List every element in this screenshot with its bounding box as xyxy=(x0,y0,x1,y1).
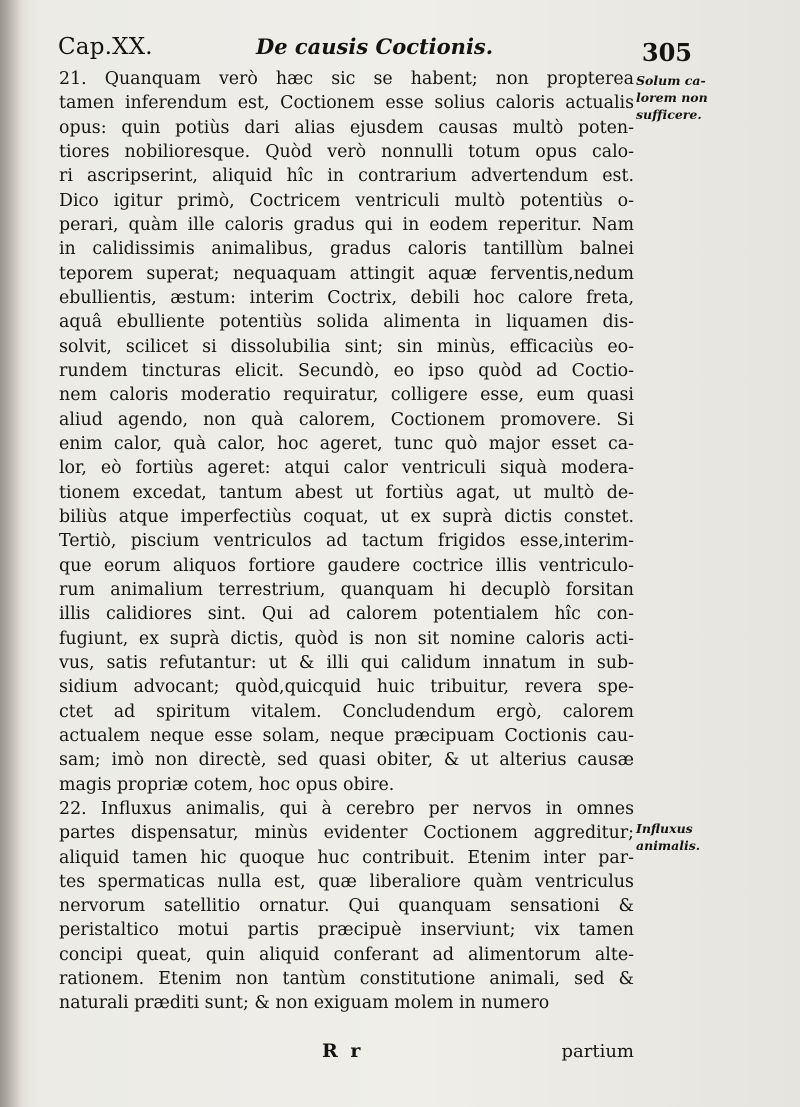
text-line: aliquid tamen hic quoque huc contribuit. Etenim inter par- xyxy=(59,847,634,868)
text-line: rum animalium terrestrium, quanquam hi decuplò forsitan xyxy=(59,579,634,600)
text-line: lor, eò fortiùs ageret: atqui calor ventriculi siquà modera- xyxy=(59,458,634,479)
text-line: ri ascripserint, aliquid hîc in contrarium advertendum est. xyxy=(59,166,634,187)
margin-note-line: animalis. xyxy=(636,838,701,853)
text-line: 21. Quanquam verò hæc sic se habent; non propterea xyxy=(59,69,634,89)
text-line: rationem. Etenim non tantùm constitutione animali, sed & xyxy=(59,969,634,990)
running-header xyxy=(58,30,692,66)
body-text-block xyxy=(59,67,634,1016)
text-line: ebullientis, æstum: interim Coctrix, debili hoc calore freta, xyxy=(59,287,634,308)
text-line: enim calor, quà calor, hoc ageret, tunc quò major esset ca- xyxy=(59,433,634,454)
text-line: tes spermaticas nulla est, quæ liberaliore quàm ventriculus xyxy=(59,871,634,892)
text-line: partes dispensatur, minùs evidenter Coctionem aggreditur; xyxy=(59,823,634,844)
text-line: in calidissimis animalibus, gradus caloris tantillùm balnei xyxy=(59,239,634,260)
margin-note-line: Influxus xyxy=(636,821,693,836)
text-line: peristaltico motui partis præcipuè inserviunt; vix tamen xyxy=(59,920,634,941)
text-line: rundem tincturas elicit. Secundò, eo ipso quòd ad Coctio- xyxy=(59,360,634,381)
running-title: De causis Coctionis. xyxy=(256,34,494,59)
text-line: sam; imò non directè, sed quasi obiter, & ut alterius causæ xyxy=(59,750,634,771)
margin-note-influxus xyxy=(636,820,716,854)
text-line: aliud agendo, non quà calorem, Coctionem promovere. Si xyxy=(59,409,634,430)
text-line: tionem excedat, tantum abest ut fortiùs agat, ut multò de- xyxy=(59,482,634,503)
text-line: opus: quin potiùs dari alias ejusdem causas multò poten- xyxy=(59,117,634,138)
text-line: Dico igitur primò, Coctricem ventriculi multò potentiùs o- xyxy=(59,190,634,211)
signature-mark: R r xyxy=(322,1040,364,1062)
text-line: tamen inferendum est, Coctionem esse solius caloris actualis xyxy=(59,93,634,114)
chapter-label: Cap.XX. xyxy=(58,34,153,60)
margin-note-solum-calorem xyxy=(636,72,716,123)
text-line: fugiunt, ex suprà dictis, quòd is non sit nomine caloris acti- xyxy=(59,628,634,649)
page-number: 305 xyxy=(641,38,692,67)
margin-note-line: Solum ca- xyxy=(636,73,706,88)
text-line: nem caloris moderatio requiratur, colligere esse, eum quasi xyxy=(59,385,634,406)
text-line: nervorum satellitio ornatur. Qui quanquam sensationi & xyxy=(59,896,634,917)
text-line: illis calidiores sint. Qui ad calorem potentialem hîc con- xyxy=(59,604,634,625)
text-line: sidium advocant; quòd,quicquid huic tribuitur, revera spe- xyxy=(59,677,634,698)
text-line: que eorum aliquos fortiore gaudere coctrice illis ventriculo- xyxy=(59,555,634,576)
text-line: vus, satis refutantur: ut & illi qui calidum innatum in sub- xyxy=(59,652,634,673)
text-line: solvit, scilicet si dissolubilia sint; sin minùs, efficaciùs eo- xyxy=(59,336,634,357)
text-line: actualem neque esse solam, neque præcipuam Coctionis cau- xyxy=(59,725,634,746)
text-line: tiores nobilioresque. Quòd verò nonnulli totum opus calo- xyxy=(59,141,634,162)
margin-note-line: lorem non xyxy=(636,90,708,105)
text-line: Tertiò, piscium ventriculos ad tactum frigidos esse,interim- xyxy=(59,531,634,552)
catchword: partium xyxy=(561,1041,634,1062)
margin-note-line: sufficere. xyxy=(636,107,702,122)
text-line: magis propriæ cotem, hoc opus obire. xyxy=(59,774,395,795)
page-gutter-shadow xyxy=(0,0,22,1107)
text-line: biliùs atque imperfectiùs coquat, ut ex suprà dictis constet. xyxy=(59,506,634,527)
text-line: 22. Influxus animalis, qui à cerebro per nervos in omnes xyxy=(59,798,634,819)
text-line: concipi queat, quin aliquid conferant ad alimentorum alte- xyxy=(59,944,634,965)
text-line: naturali præditi sunt; & non exiguam molem in numero xyxy=(59,993,550,1014)
text-line: teporem superat; nequaquam attingit aquæ ferventis,nedum xyxy=(59,263,634,284)
text-line: perari, quàm ille caloris gradus qui in eodem reperitur. Nam xyxy=(59,214,634,235)
text-line: aquâ ebulliente potentiùs solida alimenta in liquamen dis- xyxy=(59,312,634,333)
text-line: ctet ad spiritum vitalem. Concludendum ergò, calorem xyxy=(59,701,634,722)
